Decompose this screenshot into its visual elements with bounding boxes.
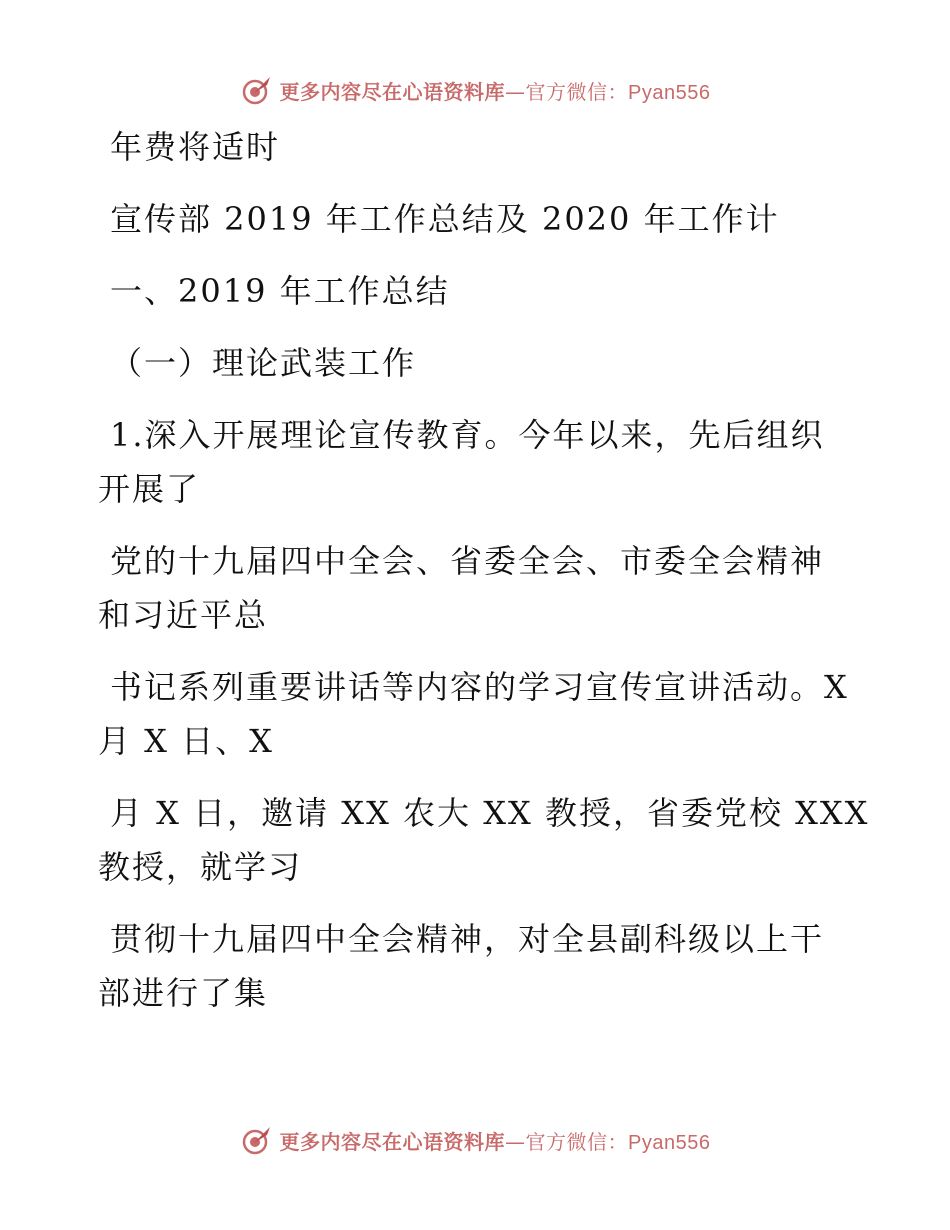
banner-text bbox=[280, 1126, 711, 1155]
text-line: 月 X 日、X bbox=[98, 722, 274, 760]
text-line: 教授，就学习 bbox=[98, 848, 303, 886]
paragraph bbox=[98, 192, 858, 246]
banner-brand: 更多内容尽在心语资料库 bbox=[279, 1129, 506, 1154]
banner-wechat-id: Pyan556 bbox=[628, 81, 711, 104]
paragraph bbox=[98, 336, 858, 390]
text-line: 月 X 日，邀请 XX 农大 XX 教授，省委党校 XXX bbox=[110, 794, 870, 832]
text-line: 开展了 bbox=[98, 470, 201, 508]
paragraph bbox=[98, 534, 858, 642]
text-line: 一、2019 年工作总结 bbox=[110, 272, 450, 310]
banner-separator: —官方微信： bbox=[505, 79, 629, 104]
footer-banner bbox=[0, 1120, 950, 1160]
text-line: 年费将适时 bbox=[110, 128, 281, 166]
paragraph bbox=[98, 120, 858, 174]
text-line: 部进行了集 bbox=[98, 974, 269, 1012]
banner-text bbox=[280, 76, 711, 105]
text-line: （一）理论武装工作 bbox=[110, 344, 417, 382]
text-line: 贯彻十九届四中全会精神，对全县副科级以上干 bbox=[110, 920, 825, 958]
banner-separator: —官方微信： bbox=[505, 1129, 629, 1154]
banner-brand: 更多内容尽在心语资料库 bbox=[279, 79, 506, 104]
paragraph bbox=[98, 660, 858, 768]
text-line: 党的十九届四中全会、省委全会、市委全会精神 bbox=[110, 542, 825, 580]
text-line: 书记系列重要讲话等内容的学习宣传宣讲活动。X bbox=[110, 668, 849, 706]
paragraph bbox=[98, 408, 858, 516]
text-line: 1.深入开展理论宣传教育。今年以来，先后组织 bbox=[110, 416, 825, 454]
quill-logo-icon bbox=[240, 1123, 274, 1157]
paragraph bbox=[98, 786, 870, 894]
quill-logo-icon bbox=[240, 73, 274, 107]
document-body bbox=[98, 120, 870, 1020]
text-line: 宣传部 2019 年工作总结及 2020 年工作计 bbox=[110, 200, 780, 238]
banner-wechat-id: Pyan556 bbox=[628, 1131, 711, 1154]
header-banner bbox=[0, 70, 950, 110]
paragraph bbox=[98, 912, 858, 1020]
text-line: 和习近平总 bbox=[98, 596, 269, 634]
paragraph bbox=[98, 264, 858, 318]
